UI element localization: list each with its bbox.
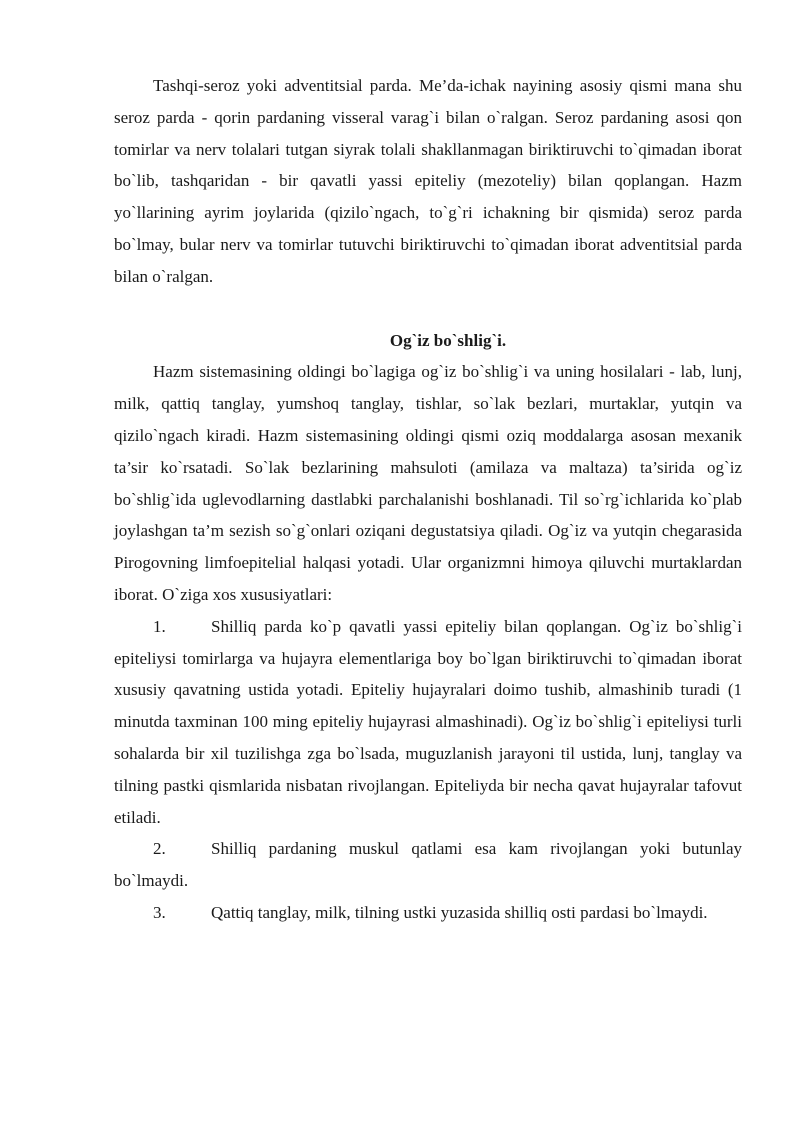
list-item-text: Shilliq pardaning muskul qatlami esa kam rivojlangan yoki butunlay bo`lmaydi.: [114, 839, 742, 891]
paragraph-oral-cavity: Hazm sistemasining oldingi bo`lagiga og`iz bo`shlig`i va uning hosilalari - lab, lunj, milk, qattiq tanglay, yumshoq tanglay, tishlar, so`lak bezlari, murtaklar, yutqin va qizilo`ngach kiradi. Hazm sistemasining oldingi qismi oziq moddalarga asosan mexanik ta’sir ko`rsatadi. So`lak bezlarining mahsuloti (amilaza va maltaza) ta’sirida og`iz bo`shlig`ida uglevodlarning dastlabki parchalanishi boshlanadi. Til so`rg`ichlarida ko`plab joylashgan ta’m sezish so`g`onlari oziqani degustatsiya qiladi. Og`iz va yutqin chegarasida Pirogovning limfoepitelial halqasi yotadi. Ular organizmni himoya qiluvchi murtaklardan iborat. O`ziga xos xususiyatlari:: [114, 362, 742, 604]
section-heading: Og`iz bo`shlig`i.: [389, 330, 507, 350]
paragraph-adventitial-membrane: Tashqi-seroz yoki adventitsial parda. Me’da-ichak nayining asosiy qismi mana shu seroz parda - qorin pardaning visseral varag`i bilan o`ralgan. Seroz pardaning asosi qon tomirlar va nerv tolalari tutgan siyrak tolali shakllanmagan biriktiruvchi to`qimadan iborat bo`lib, tashqaridan - bir qavatli yassi epiteliy (mezoteliy) bilan qoplangan. Hazm yo`llarining ayrim joylarida (qizilo`ngach, to`g`ri ichakning bir qismida) seroz parda bo`lmay, bular nerv va tomirlar tutuvchi biriktiruvchi to`qimadan iborat adventitsial parda bilan o`ralgan.: [114, 76, 742, 286]
list-item-number: 3.: [153, 902, 166, 922]
list-item-text: Qattiq tanglay, milk, tilning ustki yuzasida shilliq osti pardasi bo`lmaydi.: [211, 902, 708, 922]
list-item-number: 1.: [153, 616, 166, 636]
list-item-text: Shilliq parda ko`p qavatli yassi epiteliy bilan qoplangan. Og`iz bo`shlig`i epiteliysi tomirlarga va hujayra elementlariga boy bo`lgan biriktiruvchi to`qimadan iborat xususiy qavatning ustida yotadi. Epiteliy hujayralari doimo tushib, almashinib turadi (1 minutda taxminan 100 ming epiteliy hujayrasi almashinadi). Og`iz bo`shlig`i epiteliysi turli sohalarda bir xil tuzilishga zga bo`lsada, muguzlanish jarayoni til ustida, lunj, tanglay va tilning pastki qismlarida nisbatan rivojlangan. Epiteliyda bir necha qavat hujayralar tafovut etiladi.: [114, 616, 742, 827]
list-item: [114, 897, 742, 929]
document-page: [114, 70, 742, 929]
list-item: [114, 611, 742, 834]
list-item-number: 2.: [153, 839, 166, 859]
list-item: [114, 833, 742, 897]
